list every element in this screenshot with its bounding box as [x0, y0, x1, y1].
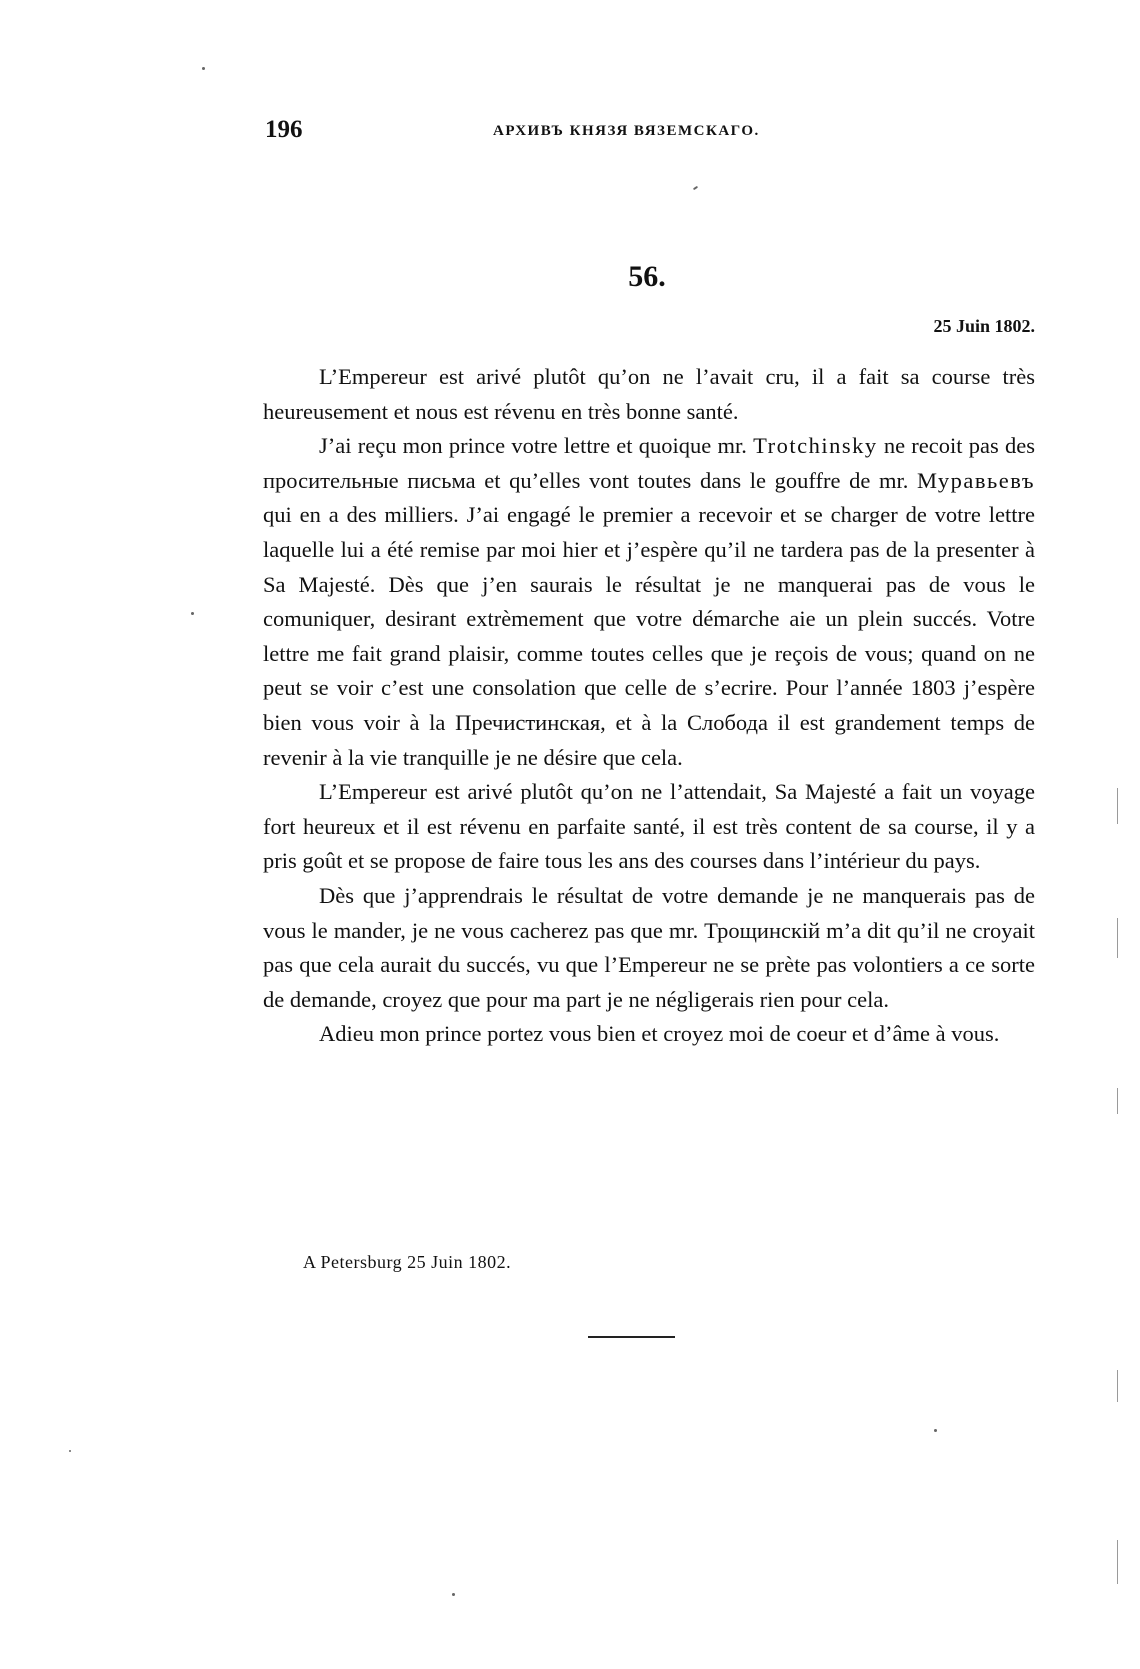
margin-mark: [1117, 1088, 1118, 1114]
letter-paragraph-4: Dès que j’apprendrais le résultat de votre demande je ne manquerais pas de vous le mander, je ne vous cacherez pas que mr. Трощинскій m’a dit qu’il ne croyait pas que cela aurait du succés, vu que l’Empereur ne se prète pas volontiers a ce sorte de demande, croyez que pour ma part je ne négligerais rien pour cela.: [263, 882, 1035, 1012]
scan-speck: [452, 1593, 455, 1596]
letter-paragraph-5: Adieu mon prince portez vous bien et croyez moi de coeur et d’âme à vous.: [319, 1021, 1000, 1047]
paragraph-2-middle: ne recoit pas des просительные письма et qu’elles vont toutes dans le gouffre de mr.: [263, 433, 1035, 493]
letter-paragraph-3: L’Empereur est arivé plutôt qu’on ne l’attendait, Sa Majesté a fait un voyage fort heureux et il est révenu en parfaite santé, il est très content de sa course, il y a pris goût et se propose de faire tous les ans des courses dans l’intérieur du pays.: [263, 779, 1035, 874]
page-number: 196: [265, 116, 303, 143]
scan-speck: [934, 1429, 937, 1432]
document-number: 56.: [628, 260, 666, 293]
margin-mark: [1117, 788, 1118, 824]
margin-mark: [1117, 918, 1118, 958]
spaced-name-muravyev: Муравьевъ: [916, 467, 1035, 493]
paragraph-2-opening: J’ai reçu mon prince votre lettre et quoique mr.: [319, 433, 754, 459]
scan-speck: [693, 186, 698, 191]
running-title: АРХИВЪ КНЯЗЯ ВЯЗЕМСКАГО.: [493, 123, 760, 139]
document-date: 25 Juin 1802.: [933, 316, 1035, 336]
running-head: [265, 116, 1028, 150]
letter-paragraph-2: [263, 429, 1035, 775]
spaced-name-trotchinsky: Trotchinsky: [753, 433, 878, 459]
scan-speck: [69, 1450, 71, 1452]
margin-mark: [1117, 1370, 1118, 1402]
letter-paragraph-1: L’Empereur est arivé plutôt qu’on ne l’avait cru, il a fait sa course très heureusement et nous est révenu en très bonne santé.: [263, 364, 1035, 424]
paragraph-2-closing: qui en a des milliers. J’ai engagé le premier a recevoir et se charger de votre lettre laquelle lui a été remise par moi hier et j’espère qu’il ne tardera pas de la presenter à Sa Majesté. Dès que j’en saurais le résultat je ne manquerai pas de vous le comuniquer, desirant extrèmement que votre démarche aie un plein succés. Votre lettre me fait grand plaisir, comme toutes celles que je reçois de vous; quand on ne peut se voir c’est une consolation que celle de s’ecrire. Pour l’année 1803 j’espère bien vous voir à la Пречистинская, et à la Слобода il est grandement temps de revenir à la vie tranquille je ne désire que cela.: [263, 502, 1035, 770]
scan-speck: [191, 612, 194, 615]
scan-speck: [202, 67, 205, 70]
end-rule: [588, 1336, 675, 1338]
letter-body: [263, 360, 1035, 1052]
margin-mark: [1117, 1540, 1118, 1584]
place-date-line: A Petersburg 25 Juin 1802.: [303, 1252, 512, 1272]
